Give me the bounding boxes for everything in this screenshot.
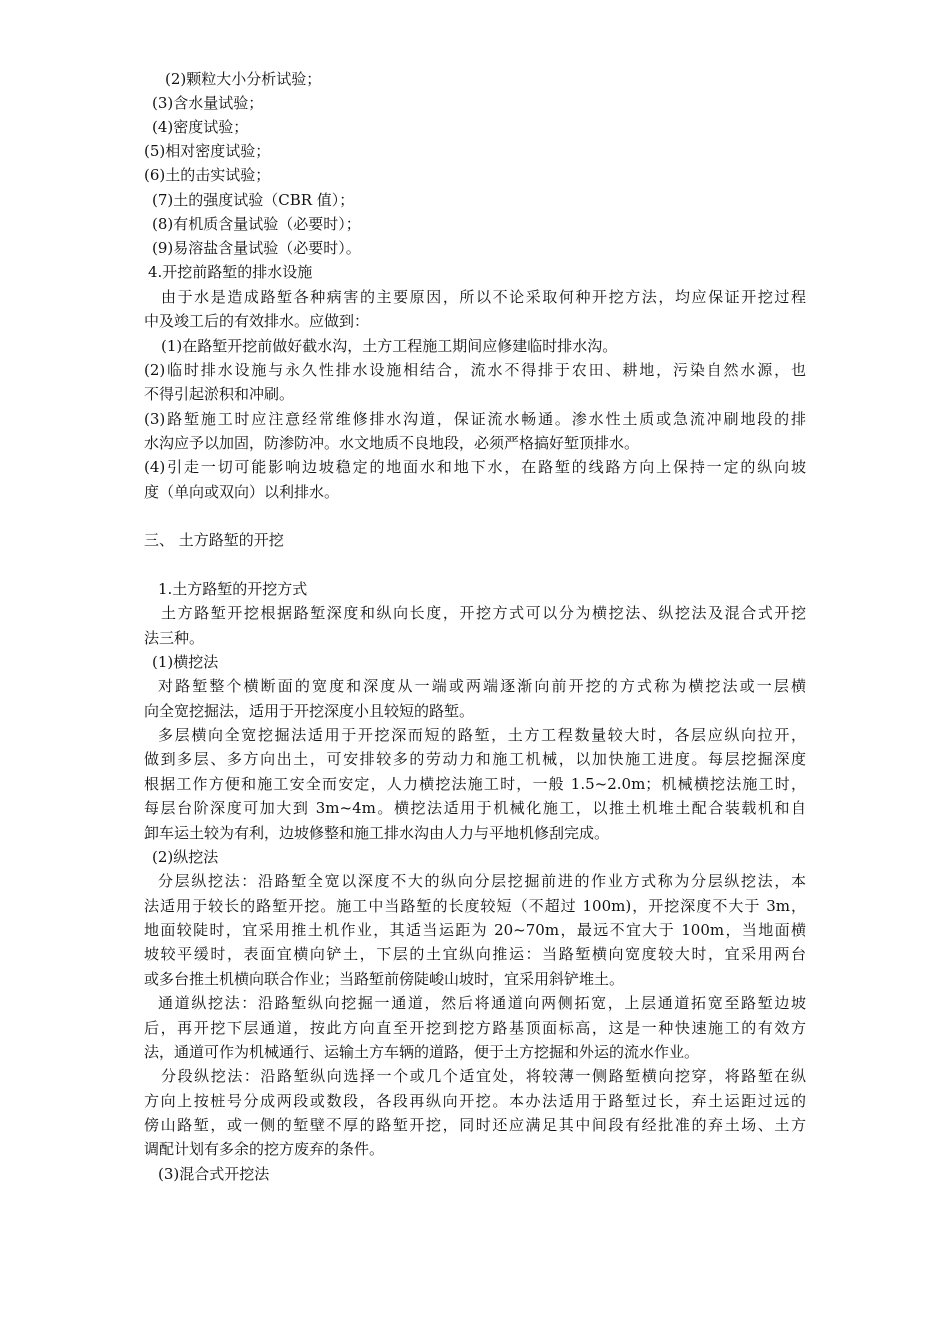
text-line: (9)易溶盐含量试验（必要时）。 xyxy=(152,239,361,257)
text-line: 调配计划有多余的挖方废弃的条件。 xyxy=(144,1140,385,1158)
text-line: 每层台阶深度可加大到 3m~4m。横挖法适用于机械化施工，以推土机堆土配合装载机和自 xyxy=(144,799,806,817)
text-line: 中及竣工后的有效排水。应做到： xyxy=(144,312,370,330)
text-line: (4)引走一切可能影响边坡稳定的地面水和地下水，在路堑的线路方向上保持一定的纵向坡 xyxy=(144,458,806,476)
text-line: 方向上按桩号分成两段或数段，各段再纵向开挖。本办法适用于路堑过长，弃土运距过远的 xyxy=(144,1092,806,1110)
text-line: (3)混合式开挖法 xyxy=(158,1165,270,1183)
text-line: 多层横向全宽挖掘法适用于开挖深而短的路堑，土方工程数量较大时，各层应纵向拉开， xyxy=(158,726,806,744)
text-line: 4.开挖前路堑的排水设施 xyxy=(148,263,313,281)
text-line: (7)土的强度试验（CBR 值）； xyxy=(152,191,355,209)
text-line: 由于水是造成路堑各种病害的主要原因，所以不论采取何种开挖方法，均应保证开挖过程 xyxy=(161,288,806,306)
text-line: (1)在路堑开挖前做好截水沟，土方工程施工期间应修建临时排水沟。 xyxy=(161,337,618,355)
text-line: 根据工作方便和施工安全而安定，人力横挖法施工时，一般 1.5~2.0m；机械横挖法施工时， xyxy=(144,775,806,793)
text-line: 度（单向或双向）以利排水。 xyxy=(144,483,340,501)
text-line: (2)临时排水设施与永久性排水设施相结合，流水不得排于农田、耕地，污染自然水源，也 xyxy=(144,361,806,379)
text-line: 坡较平缓时，表面宜横向铲土，下层的土宜纵向推运：当路堑横向宽度较大时，宜采用两台 xyxy=(144,945,806,963)
text-line: 分层纵挖法：沿路堑全宽以深度不大的纵向分层挖掘前进的作业方式称为分层纵挖法，本 xyxy=(158,872,806,890)
text-line: (5)相对密度试验； xyxy=(144,142,271,160)
text-line: 法适用于较长的路堑开挖。施工中当路堑的长度较短（不超过 100m)，开挖深度不大于 3m， xyxy=(144,897,806,915)
text-line: 法三种。 xyxy=(144,629,205,647)
text-line: 地面较陡时，宜采用推土机作业，其适当运距为 20~70m，最远不宜大于 100m，当地面横 xyxy=(144,921,806,939)
text-line: (3)含水量试验； xyxy=(152,94,264,112)
text-line: 向全宽挖掘法，适用于开挖深度小且较短的路堑。 xyxy=(144,702,475,720)
text-line: 分段纵挖法：沿路堑纵向选择一个或几个适宜处，将较薄一侧路堑横向挖穿，将路堑在纵 xyxy=(161,1067,806,1085)
text-line: 1.土方路堑的开挖方式 xyxy=(158,580,308,598)
text-line: (4)密度试验； xyxy=(152,118,249,136)
text-line: (3)路堑施工时应注意经常维修排水沟道，保证流水畅通。渗水性土质或急流冲刷地段的排 xyxy=(144,410,806,428)
text-line: 水沟应予以加固，防渗防冲。水文地质不良地段，必须严格搞好堑顶排水。 xyxy=(144,434,640,452)
text-line: 后，再开挖下层通道，按此方向直至开挖到挖方路基顶面标高，这是一种快速施工的有效方 xyxy=(144,1019,806,1037)
text-line: (6)土的击实试验； xyxy=(144,166,271,184)
text-line: (1)横挖法 xyxy=(152,653,219,671)
text-line: (8)有机质含量试验（必要时）； xyxy=(152,215,361,233)
text-line: 对路堑整个横断面的宽度和深度从一端或两端逐渐向前开挖的方式称为横挖法或一层横 xyxy=(158,677,806,695)
text-line: (2)纵挖法 xyxy=(152,848,219,866)
text-line: 法，通道可作为机械通行、运输土方车辆的道路，便于土方挖掘和外运的流水作业。 xyxy=(144,1043,700,1061)
text-line: 不得引起淤积和冲刷。 xyxy=(144,385,295,403)
text-line: 或多台推土机横向联合作业；当路堑前傍陡峻山坡时，宜采用斜铲堆土。 xyxy=(144,970,625,988)
text-line: 三、 土方路堑的开挖 xyxy=(144,531,284,549)
text-line: 傍山路堑，或一侧的堑壁不厚的路堑开挖，同时还应满足其中间段有经批准的弃土场、土方 xyxy=(144,1116,806,1134)
text-line: 做到多层、多方向出土，可安排较多的劳动力和施工机械，以加快施工进度。每层挖掘深度 xyxy=(144,750,806,768)
text-line: 土方路堑开挖根据路堑深度和纵向长度，开挖方式可以分为横挖法、纵挖法及混合式开挖 xyxy=(161,604,806,622)
text-line: 通道纵挖法：沿路堑纵向挖掘一通道，然后将通道向两侧拓宽，上层通道拓宽至路堑边坡 xyxy=(158,994,806,1012)
text-line: (2)颗粒大小分析试验； xyxy=(165,70,322,88)
text-line: 卸车运土较为有利，边坡修整和施工排水沟由人力与平地机修刮完成。 xyxy=(144,824,610,842)
